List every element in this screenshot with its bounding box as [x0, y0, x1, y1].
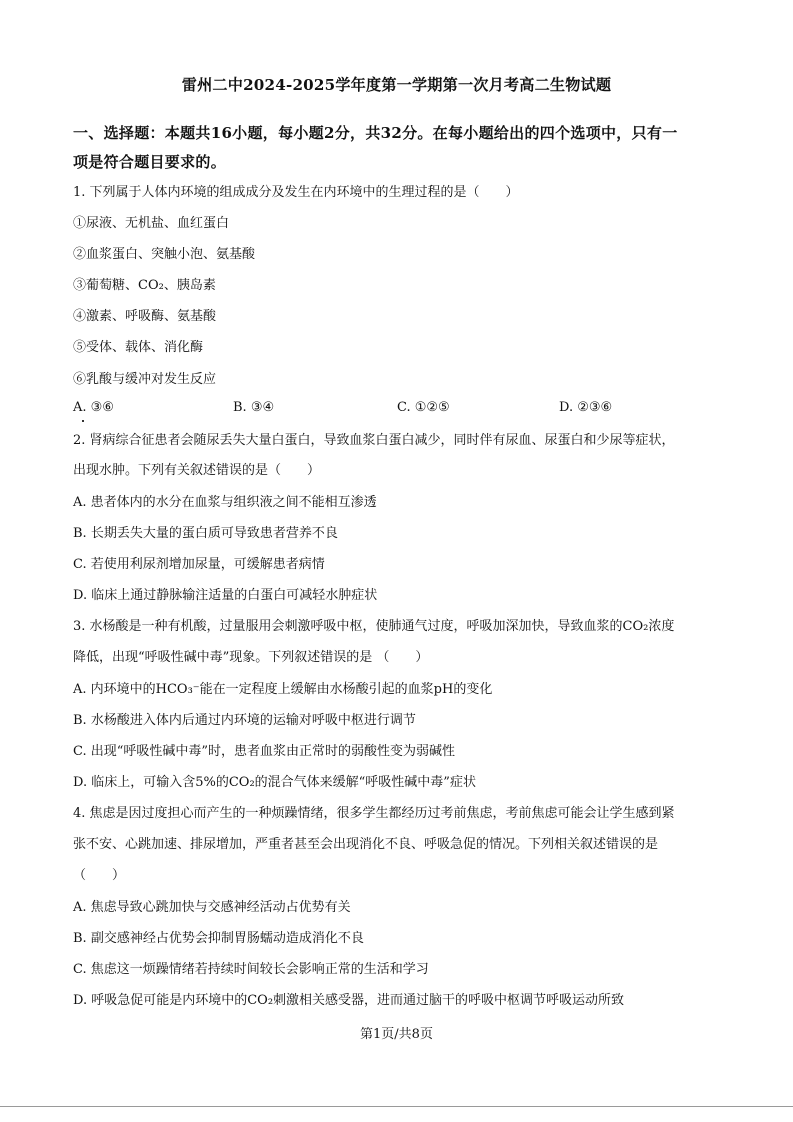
q1-item-6: ⑥乳酸与缓冲对发生反应 [73, 372, 217, 387]
q2-option-d[interactable]: D. 临床上通过静脉输注适量的白蛋白可减轻水肿症状 [73, 588, 378, 603]
q4-stem-line-3: （ ） [73, 868, 126, 883]
page-bottom-divider [0, 1106, 793, 1107]
q1-item-1: ①尿液、无机盐、血红蛋白 [73, 216, 230, 231]
q3-option-d[interactable]: D. 临床上，可输入含5%的CO₂的混合气体来缓解“呼吸性碱中毒”症状 [73, 775, 476, 790]
q3-stem-line-2: 降低，出现“呼吸性碱中毒”现象。下列叙述错误的是 （ ） [73, 650, 429, 665]
page-number: 第1页/共8页 [360, 1027, 433, 1042]
q3-stem-line-1: 3. 水杨酸是一种有机酸，过量服用会刺激呼吸中枢，使肺通气过度，呼吸加深加快，导致血浆的CO₂浓度 [73, 619, 675, 634]
q4-stem-line-1: 4. 焦虑是因过度担心而产生的一种烦躁情绪，很多学生都经历过考前焦虑，考前焦虑可能会让学生感到紧 [73, 806, 675, 821]
q1-option-a[interactable]: A. ③⑥ [73, 400, 114, 415]
q4-option-b[interactable]: B. 副交感神经占优势会抑制胃肠蠕动造成消化不良 [73, 931, 364, 946]
q2-option-b[interactable]: B. 长期丢失大量的蛋白质可导致患者营养不良 [73, 526, 338, 541]
q1-stem: 1. 下列属于人体内环境的组成成分及发生在内环境中的生理过程的是（ ） [73, 185, 519, 200]
section-header-line-1: 一、选择题：本题共16小题，每小题2分，共32分。在每小题给出的四个选项中，只有一 [73, 124, 678, 142]
stray-mark [82, 420, 84, 422]
exam-title: 雷州二中2024-2025学年度第一学期第一次月考高二生物试题 [181, 76, 612, 94]
q1-item-2: ②血浆蛋白、突触小泡、氨基酸 [73, 247, 256, 262]
q1-item-5: ⑤受体、载体、消化酶 [73, 340, 204, 355]
q2-option-a[interactable]: A. 患者体内的水分在血浆与组织液之间不能相互渗透 [73, 495, 377, 510]
section-header-line-2: 项是符合题目要求的。 [73, 153, 227, 171]
q4-option-c[interactable]: C. 焦虑这一烦躁情绪若持续时间较长会影响正常的生活和学习 [73, 962, 429, 977]
q2-option-c[interactable]: C. 若使用利尿剂增加尿量，可缓解患者病情 [73, 557, 325, 572]
q2-stem-line-1: 2. 肾病综合征患者会随尿丢失大量白蛋白，导致血浆白蛋白减少，同时伴有尿血、尿蛋白和少尿等症状， [73, 433, 675, 448]
q1-item-3: ③葡萄糖、CO₂、胰岛素 [73, 278, 216, 293]
q3-option-c[interactable]: C. 出现“呼吸性碱中毒”时，患者血浆由正常时的弱酸性变为弱碱性 [73, 744, 456, 759]
q4-stem-line-2: 张不安、心跳加速、排尿增加，严重者甚至会出现消化不良、呼吸急促的情况。下列相关叙述错误的是 [73, 837, 659, 852]
q2-stem-line-2: 出现水肿。下列有关叙述错误的是（ ） [73, 463, 321, 478]
q3-option-a[interactable]: A. 内环境中的HCO₃⁻能在一定程度上缓解由水杨酸引起的血浆pH的变化 [73, 682, 493, 697]
q1-option-c[interactable]: C. ①②⑤ [397, 400, 450, 415]
q3-option-b[interactable]: B. 水杨酸进入体内后通过内环境的运输对呼吸中枢进行调节 [73, 713, 416, 728]
q4-option-d[interactable]: D. 呼吸急促可能是内环境中的CO₂刺激相关感受器，进而通过脑干的呼吸中枢调节呼吸运动所致 [73, 993, 625, 1008]
q1-option-b[interactable]: B. ③④ [233, 400, 275, 415]
q4-option-a[interactable]: A. 焦虑导致心跳加快与交感神经活动占优势有关 [73, 900, 351, 915]
q1-item-4: ④激素、呼吸酶、氨基酸 [73, 309, 217, 324]
q1-option-d[interactable]: D. ②③⑥ [559, 400, 613, 415]
